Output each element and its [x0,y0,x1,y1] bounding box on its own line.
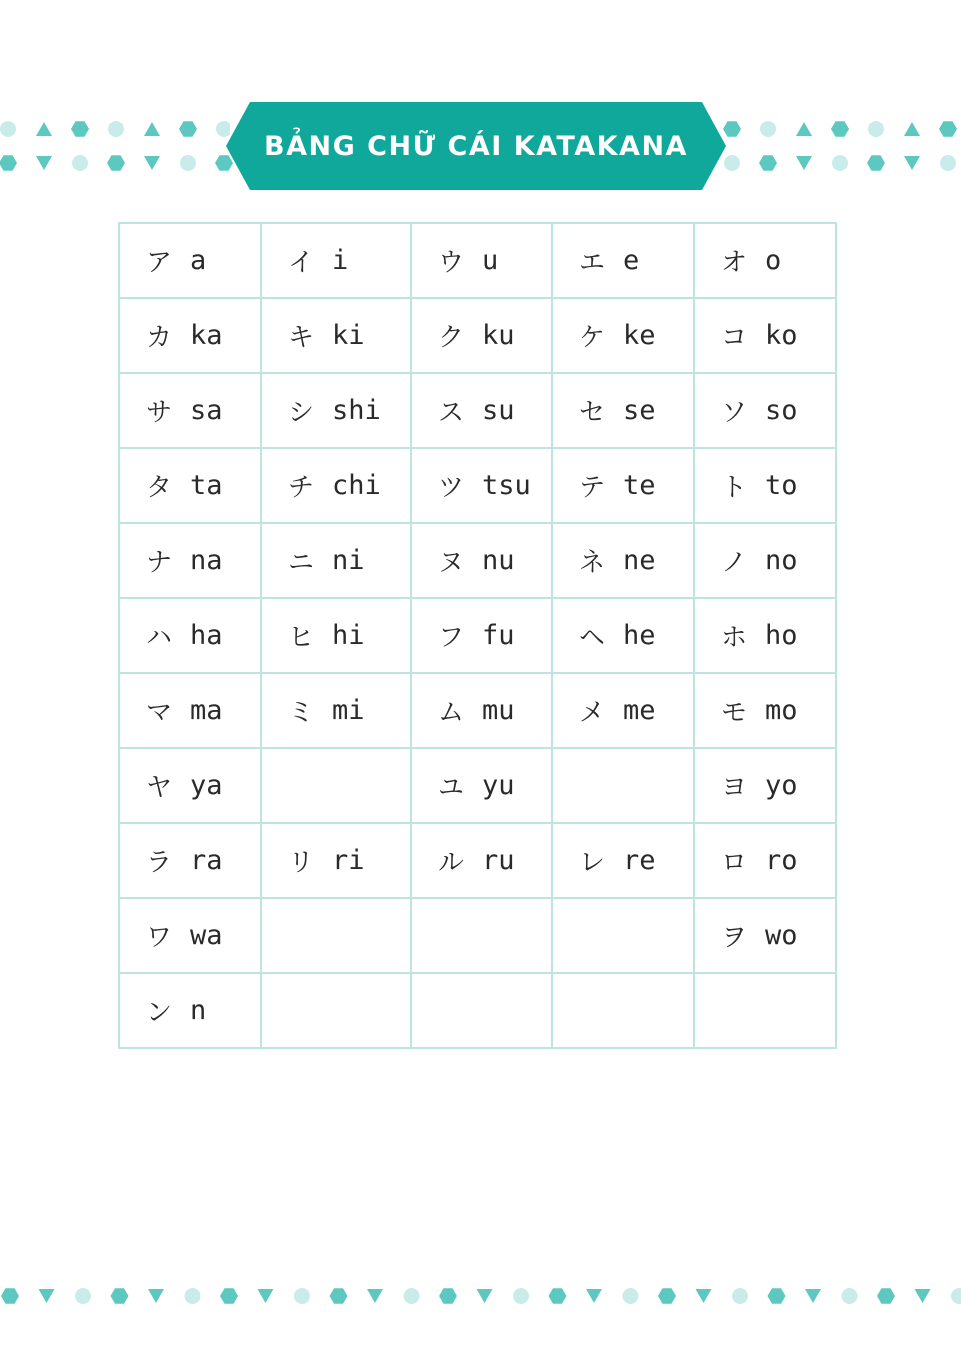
romaji-label: yo [765,770,798,801]
kana-character: セ [579,398,606,428]
kana-cell [694,298,836,373]
triangle-down-icon [915,1289,931,1303]
romaji-label: wo [765,920,798,951]
circle-dot-icon [832,155,848,171]
kana-character: キ [288,323,315,353]
romaji-label: ta [190,470,223,501]
kana-cell [261,373,411,448]
circle-dot-icon [294,1288,310,1304]
kana-cell [552,823,694,898]
romaji-label: ko [765,320,798,351]
romaji-label: so [765,395,798,426]
title-banner [226,102,726,190]
table-row [119,898,836,973]
kana-character: ン [146,998,173,1028]
kana-character: ツ [438,473,465,503]
hexagon-dot-icon [0,155,17,171]
romaji-label: fu [482,620,515,651]
romaji-label: i [332,245,349,276]
romaji-label: e [623,245,640,276]
triangle-up-icon [796,122,812,136]
kana-cell [119,298,261,373]
hexagon-dot-icon [768,1288,786,1304]
kana-character: ネ [579,548,606,578]
katakana-table [118,222,837,1049]
kana-character: リ [288,848,315,878]
triangle-up-icon [36,122,52,136]
triangle-down-icon [477,1289,493,1303]
kana-cell [261,298,411,373]
romaji-label: a [190,245,207,276]
kana-cell [694,748,836,823]
kana-character: ヘ [579,623,606,653]
circle-dot-icon [180,155,196,171]
romaji-label: n [190,995,207,1026]
kana-cell [261,448,411,523]
romaji-label: re [623,845,656,876]
circle-dot-icon [108,121,124,137]
kana-cell [119,823,261,898]
kana-cell [694,823,836,898]
romaji-label: ku [482,320,515,351]
hexagon-dot-icon [658,1288,676,1304]
romaji-label: ma [190,695,223,726]
kana-cell [694,973,836,1048]
kana-cell-content [120,242,260,279]
kana-cell [552,373,694,448]
table-row [119,823,836,898]
kana-cell-content [412,617,551,654]
kana-cell-content [553,392,693,429]
kana-character: ユ [438,773,465,803]
kana-cell-content [120,842,260,879]
kana-character: ケ [579,323,606,353]
romaji-label: mo [765,695,798,726]
kana-cell [411,523,552,598]
decor-bottom-row [0,1286,961,1306]
circle-dot-icon [760,121,776,137]
triangle-down-icon [148,1289,164,1303]
kana-cell [552,898,694,973]
table-row [119,223,836,298]
kana-character: ア [146,248,173,278]
kana-character: シ [288,398,315,428]
table-row [119,298,836,373]
kana-cell [411,223,552,298]
kana-cell [261,973,411,1048]
kana-cell-content [412,542,551,579]
kana-character: モ [721,698,748,728]
kana-cell-content [120,467,260,504]
romaji-label: to [765,470,798,501]
kana-cell-content [262,617,410,654]
kana-character: ト [721,473,748,503]
circle-dot-icon [0,121,16,137]
kana-cell-content [120,317,260,354]
page-title: BẢNG CHỮ CÁI KATAKANA [264,130,688,162]
kana-cell [411,673,552,748]
kana-cell-content [412,842,551,879]
kana-cell-content [120,692,260,729]
triangle-down-icon [144,156,160,170]
kana-cell [552,523,694,598]
hexagon-dot-icon [867,155,885,171]
kana-cell [261,748,411,823]
circle-dot-icon [940,155,956,171]
kana-character: オ [721,248,748,278]
triangle-down-icon [39,1289,55,1303]
kana-cell [411,298,552,373]
hexagon-dot-icon [107,155,125,171]
kana-cell-content [553,467,693,504]
romaji-label: shi [332,395,381,426]
romaji-label: yu [482,770,515,801]
kana-character: ロ [721,848,748,878]
romaji-label: nu [482,545,515,576]
kana-cell [119,673,261,748]
table-row [119,748,836,823]
romaji-label: su [482,395,515,426]
kana-character: レ [579,848,606,878]
hexagon-dot-icon [939,121,957,137]
kana-cell [261,673,411,748]
hexagon-dot-icon [439,1288,457,1304]
kana-character: ホ [721,623,748,653]
triangle-down-icon [904,156,920,170]
romaji-label: na [190,545,223,576]
kana-cell [119,598,261,673]
kana-cell [261,598,411,673]
kana-character: サ [146,398,173,428]
kana-character: ソ [721,398,748,428]
romaji-label: tsu [482,470,531,501]
kana-cell-content [412,392,551,429]
romaji-label: me [623,695,656,726]
circle-dot-icon [842,1288,858,1304]
hexagon-dot-icon [179,121,197,137]
romaji-label: ri [332,845,365,876]
romaji-label: mu [482,695,515,726]
circle-dot-icon [623,1288,639,1304]
kana-cell [411,598,552,673]
triangle-up-icon [904,122,920,136]
decor-top-right-row2 [722,153,961,173]
kana-character: ハ [146,623,173,653]
kana-cell-content [695,692,835,729]
triangle-down-icon [586,1289,602,1303]
kana-cell-content [553,692,693,729]
kana-cell [119,973,261,1048]
kana-cell [694,448,836,523]
table-row [119,673,836,748]
triangle-down-icon [36,156,52,170]
kana-cell-content [262,392,410,429]
circle-dot-icon [732,1288,748,1304]
kana-character: フ [438,623,465,653]
romaji-label: ki [332,320,365,351]
kana-cell-content [412,242,551,279]
kana-cell [411,373,552,448]
hexagon-dot-icon [111,1288,129,1304]
triangle-down-icon [696,1289,712,1303]
kana-character: カ [146,323,173,353]
triangle-down-icon [258,1289,274,1303]
circle-dot-icon [185,1288,201,1304]
kana-cell-content [553,317,693,354]
romaji-label: ne [623,545,656,576]
romaji-label: ha [190,620,223,651]
circle-dot-icon [72,155,88,171]
kana-cell-content [120,542,260,579]
kana-character: ヒ [288,623,315,653]
kana-character: コ [721,323,748,353]
kana-character: タ [146,473,173,503]
kana-cell-content [695,392,835,429]
kana-character: ナ [146,548,173,578]
romaji-label: te [623,470,656,501]
kana-character: ヨ [721,773,748,803]
kana-cell [552,673,694,748]
kana-cell [552,598,694,673]
kana-cell-content [120,392,260,429]
circle-dot-icon [75,1288,91,1304]
kana-cell-content [120,992,260,1029]
kana-cell-content [262,692,410,729]
kana-character: ミ [288,698,315,728]
kana-cell [411,898,552,973]
romaji-label: se [623,395,656,426]
kana-character: ス [438,398,465,428]
kana-cell-content [262,542,410,579]
kana-character: テ [579,473,606,503]
hexagon-dot-icon [549,1288,567,1304]
hexagon-dot-icon [831,121,849,137]
kana-cell-content [412,467,551,504]
romaji-label: sa [190,395,223,426]
kana-character: ヌ [438,548,465,578]
kana-character: ム [438,698,465,728]
kana-character: ニ [288,548,315,578]
kana-cell [694,598,836,673]
hexagon-dot-icon [877,1288,895,1304]
romaji-label: hi [332,620,365,651]
romaji-label: ho [765,620,798,651]
kana-character: ウ [438,248,465,278]
kana-cell [119,448,261,523]
hexagon-dot-icon [330,1288,348,1304]
kana-character: ノ [721,548,748,578]
kana-cell [552,223,694,298]
kana-cell [694,523,836,598]
kana-cell-content [695,767,835,804]
kana-cell-content [695,317,835,354]
kana-cell-content [553,242,693,279]
kana-character: メ [579,698,606,728]
romaji-label: mi [332,695,365,726]
kana-character: ラ [146,848,173,878]
kana-cell [552,973,694,1048]
kana-cell-content [553,542,693,579]
romaji-label: u [482,245,499,276]
kana-character: エ [579,248,606,278]
kana-character: ル [438,848,465,878]
kana-cell-content [412,317,551,354]
kana-cell-content [262,242,410,279]
circle-dot-icon [868,121,884,137]
table-row [119,523,836,598]
triangle-up-icon [144,122,160,136]
decor-top-left-row1 [0,119,230,139]
romaji-label: ro [765,845,798,876]
kana-cell-content [553,842,693,879]
kana-character: マ [146,698,173,728]
kana-character: イ [288,248,315,278]
kana-cell-content [120,617,260,654]
kana-cell-content [262,842,410,879]
kana-cell [694,373,836,448]
kana-cell [119,223,261,298]
kana-character: ヤ [146,773,173,803]
decor-top-right-row1 [722,119,961,139]
kana-cell [411,823,552,898]
kana-cell [261,823,411,898]
kana-cell-content [120,917,260,954]
kana-cell-content [695,617,835,654]
romaji-label: chi [332,470,381,501]
kana-cell [411,448,552,523]
kana-cell [552,748,694,823]
romaji-label: o [765,245,782,276]
table-row [119,973,836,1048]
kana-cell-content [412,692,551,729]
kana-cell [694,223,836,298]
kana-cell-content [695,842,835,879]
hexagon-dot-icon [71,121,89,137]
kana-cell [119,898,261,973]
kana-cell [694,673,836,748]
circle-dot-icon [513,1288,529,1304]
kana-cell [261,523,411,598]
triangle-down-icon [796,156,812,170]
romaji-label: ya [190,770,223,801]
romaji-label: he [623,620,656,651]
kana-cell-content [262,467,410,504]
kana-cell-content [695,242,835,279]
kana-cell [119,373,261,448]
kana-cell-content [695,542,835,579]
kana-cell-content [262,317,410,354]
hexagon-dot-icon [1,1288,19,1304]
triangle-down-icon [367,1289,383,1303]
table-row [119,598,836,673]
table-row [119,373,836,448]
romaji-label: ka [190,320,223,351]
kana-cell [411,748,552,823]
kana-cell-content [695,467,835,504]
romaji-label: wa [190,920,223,951]
kana-cell-content [695,917,835,954]
romaji-label: ra [190,845,223,876]
kana-cell [261,223,411,298]
romaji-label: no [765,545,798,576]
kana-character: ク [438,323,465,353]
kana-character: ヲ [721,923,748,953]
kana-cell [552,298,694,373]
kana-cell [261,898,411,973]
kana-cell [694,898,836,973]
kana-cell-content [120,767,260,804]
circle-dot-icon [951,1288,961,1304]
kana-cell [552,448,694,523]
kana-cell [119,523,261,598]
romaji-label: ni [332,545,365,576]
kana-cell-content [412,767,551,804]
romaji-label: ke [623,320,656,351]
decor-top-left-row2 [0,153,240,173]
kana-cell [119,748,261,823]
kana-character: ワ [146,923,173,953]
circle-dot-icon [724,155,740,171]
kana-cell [411,973,552,1048]
hexagon-dot-icon [759,155,777,171]
circle-dot-icon [404,1288,420,1304]
kana-cell-content [553,617,693,654]
hexagon-dot-icon [220,1288,238,1304]
table-row [119,448,836,523]
romaji-label: ru [482,845,515,876]
kana-character: チ [288,473,315,503]
triangle-down-icon [805,1289,821,1303]
